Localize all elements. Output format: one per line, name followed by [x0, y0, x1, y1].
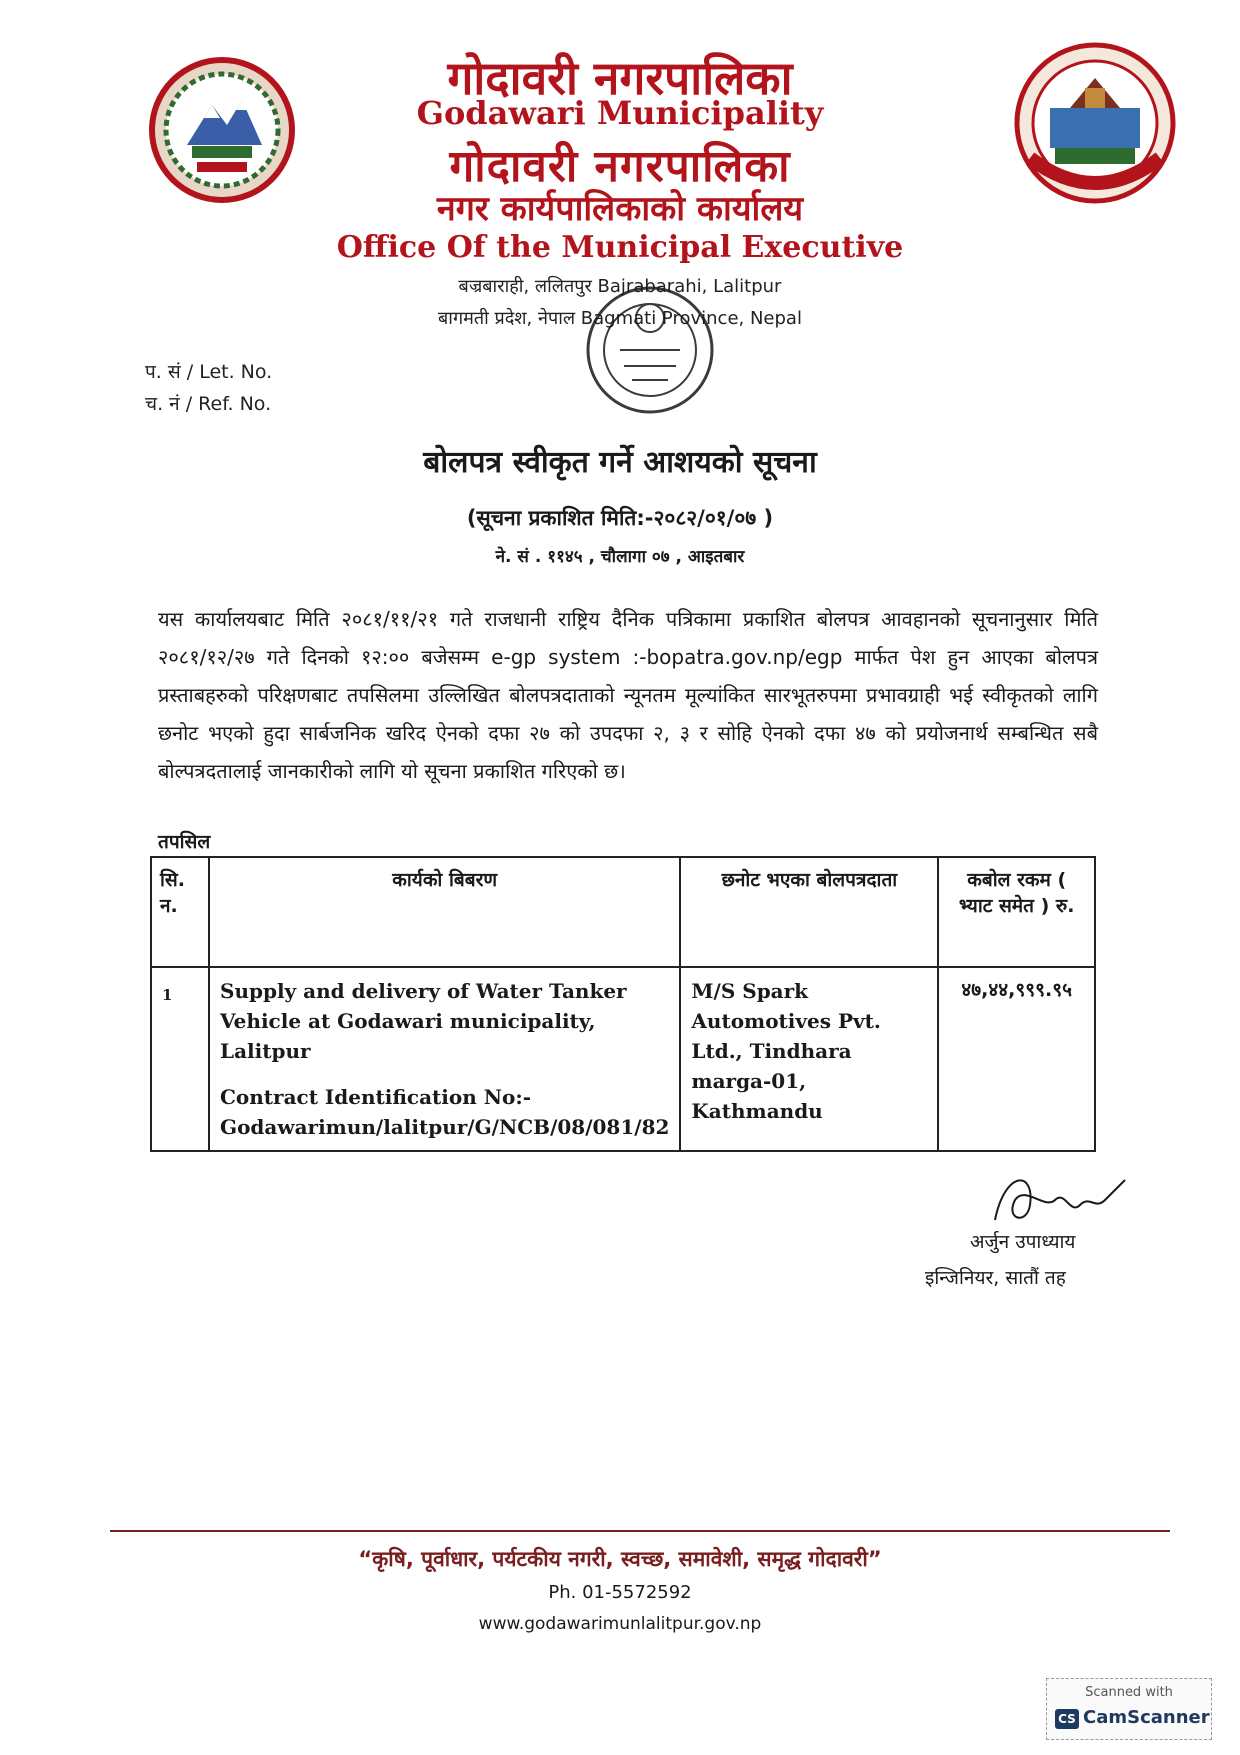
contract-block — [220, 1082, 669, 1142]
cell-sn: 1 — [151, 967, 209, 1151]
work-description: Supply and delivery of Water Tanker Vehicle at Godawari municipality, Lalitpur — [220, 979, 627, 1063]
office-name-np: नगर कार्यपालिकाको कार्यालय — [436, 189, 804, 229]
signatory-name: अर्जुन उपाध्याय — [970, 1231, 1076, 1253]
municipality-name-script: गोदावरी नगरपालिका — [449, 141, 791, 192]
address-line-2: बागमती प्रदेश, नेपाल Bagmati Province, Nepal — [438, 308, 802, 329]
letter-number: प. सं / Let. No. — [145, 361, 273, 383]
header-amount: कबोल रकम ( भ्याट समेत ) रु. — [938, 857, 1095, 967]
footer-slogan: “कृषि, पूर्वाधार, पर्यटकीय नगरी, स्वच्छ, समावेशी, समृद्ध गोदावरी” — [358, 1547, 882, 1571]
cell-bidder: M/S Spark Automotives Pvt. Ltd., Tindhara marga-01, Kathmandu — [680, 967, 938, 1151]
signatory-designation: इन्जिनियर, सातौं तह — [925, 1267, 1066, 1289]
footer-divider — [110, 1530, 1170, 1532]
camscanner-brand: CamScanner — [1083, 1707, 1210, 1728]
scanned-with-text: Scanned with — [1085, 1685, 1173, 1700]
municipality-name-en: Godawari Municipality — [416, 94, 824, 132]
cell-description — [209, 967, 680, 1151]
camscanner-watermark — [1046, 1678, 1212, 1740]
camscanner-logo-icon: CS — [1055, 1709, 1079, 1729]
address-line-1: बज्रबाराही, ललितपुर Bajrabarahi, Lalitpur — [458, 276, 782, 297]
table-row — [151, 967, 1095, 1151]
footer-phone: Ph. 01-5572592 — [548, 1582, 692, 1603]
table-header-row — [151, 857, 1095, 967]
reference-number: च. नं / Ref. No. — [145, 393, 272, 415]
header-description: कार्यको बिबरण — [209, 857, 680, 967]
notice-body: यस कार्यालयबाट मिति २०८१/११/२१ गते राजधानी राष्ट्रिय दैनिक पत्रिकामा प्रकाशित बोलपत्र आवहानको सूचनानुसार मिति २०८१/१२/२७ गते दिनको १२:०० बजेसम्म e-gp system :-bopatra.gov.np/egp मार्फत पेश हुन आएका बोलपत्र प्रस्ताबहरुको परिक्षणबाट तपसिलमा उल्लिखित बोलपत्रदाताको न्यूनतम मूल्यांकित सारभूतरुपमा प्रभावग्राही भई स्वीकृतको लागि छनोट भएको हुदा सार्बजनिक खरिद ऐनको दफा २७ को उपदफा २, ३ र सोहि ऐनको दफा ४७ को प्रयोजनार्थ सम्बन्धित सबै बोल्पत्रदतालाई जानकारीको लागि यो सूचना प्रकाशित गरिएको छ। — [158, 607, 1098, 783]
header-sn: सि. न. — [151, 857, 209, 967]
nepal-sambat-date: ने. सं . ११४५ , चौलागा ०७ , आइतबार — [495, 547, 745, 567]
footer-website: www.godawarimunlalitpur.gov.np — [478, 1614, 762, 1634]
cell-amount: ४७,४४,९९९.९५ — [938, 967, 1095, 1151]
contract-label: Contract Identification No:- — [220, 1085, 532, 1109]
office-seal-icon — [580, 280, 720, 420]
municipality-name-np: गोदावरी नगरपालिका — [447, 51, 793, 105]
notice-published-date: (सूचना प्रकाशित मिति:-२०८२/०१/०७ ) — [466, 506, 774, 530]
contract-number: Godawarimun/lalitpur/G/NCB/08/081/82 — [220, 1115, 670, 1139]
award-table — [150, 856, 1096, 1152]
header-bidder: छनोट भएका बोलपत्रदाता — [680, 857, 938, 967]
notice-title: बोलपत्र स्वीकृत गर्ने आशयको सूचना — [423, 445, 817, 480]
tapsil-label: तपसिल — [158, 831, 211, 853]
office-name-en: Office Of the Municipal Executive — [336, 230, 904, 265]
